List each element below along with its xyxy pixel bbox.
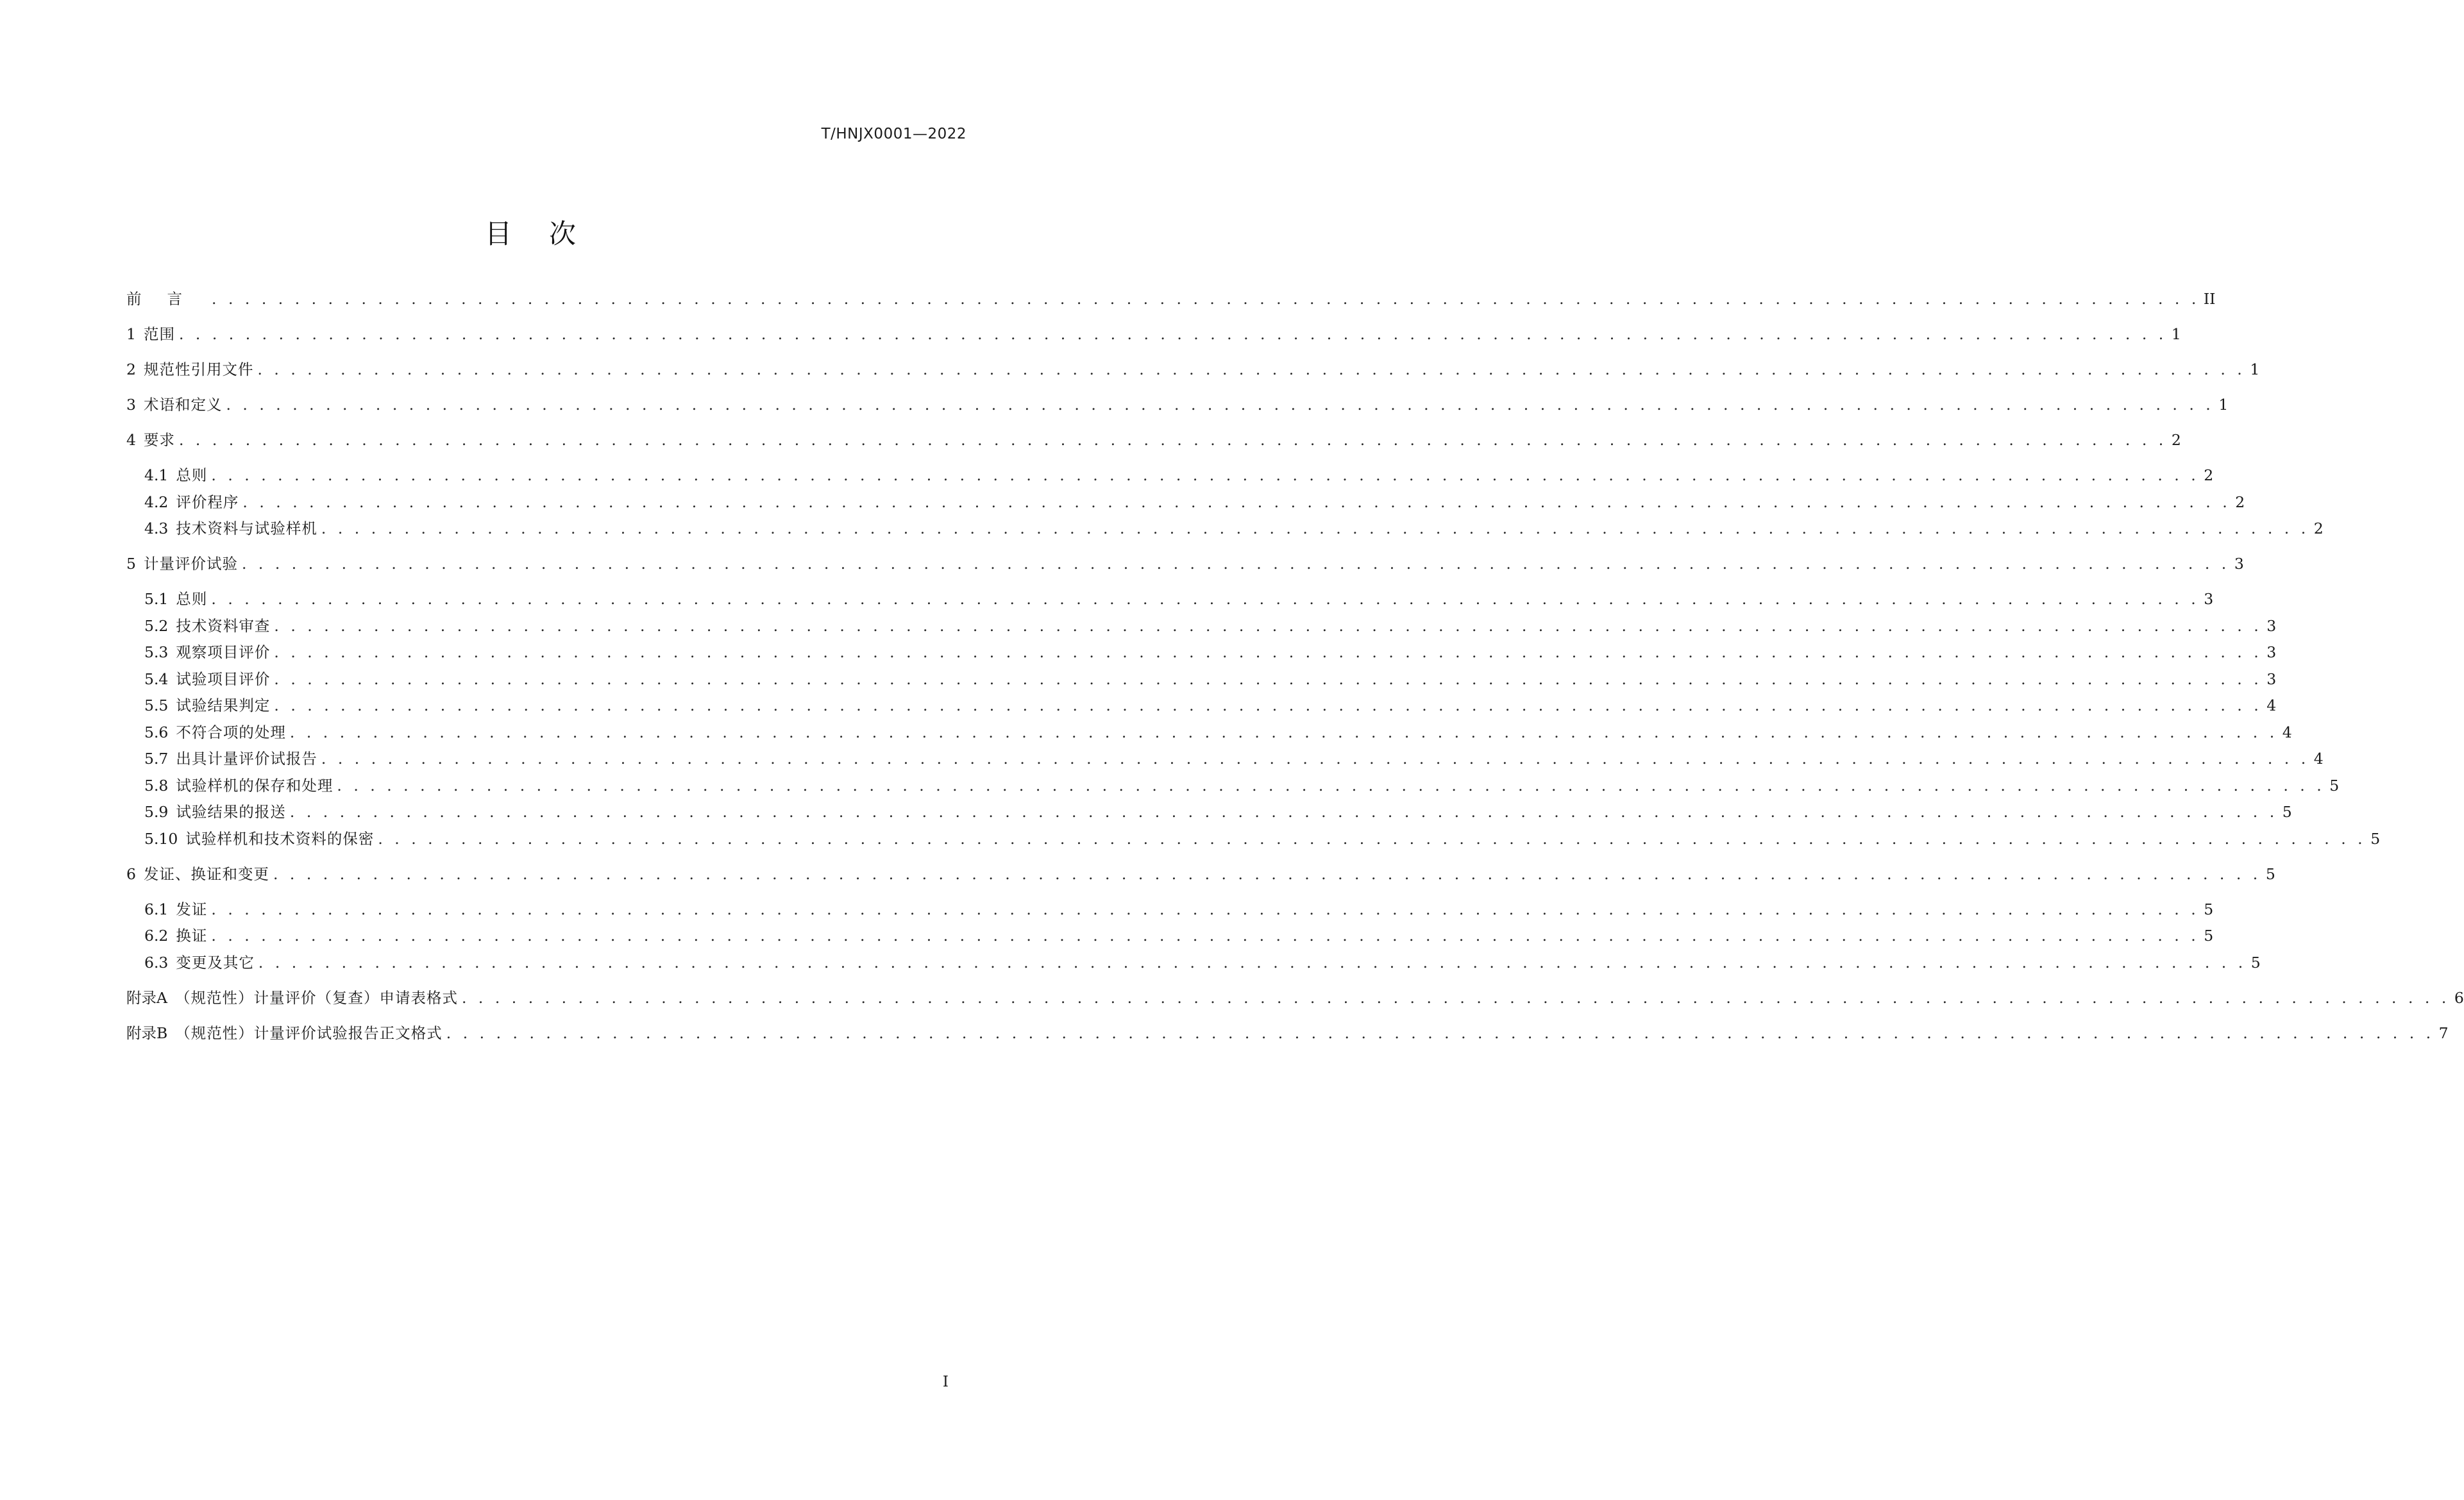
document-code: T/HNJX0001—2022 — [821, 126, 966, 142]
toc-entry-label: 试验项目评价 — [176, 670, 271, 688]
toc-entry-page: 2 — [2171, 431, 2181, 449]
toc-entry-page: 4 — [2282, 723, 2292, 741]
toc-entry-label: （规范性）计量评价试验报告正文格式 — [175, 1024, 443, 1042]
toc-entry[interactable] — [126, 360, 2260, 398]
toc-entry[interactable] — [126, 829, 2381, 867]
toc-dot-leader: . . . . . . . . . . . . . . . . . . . . . . . . . . . . . . . . . . . . . . . . . . . . . . . . . . . . . . . . . . . . . . . . . . . . . . . . . . . . . . . . . . . . . . . . . . . . . . . . . . . . . . . . . . . . . . . . . . . . . . . . — [461, 988, 2450, 1007]
toc-entry-number: 5.8 — [144, 776, 169, 795]
toc-entry-label: 试验样机的保存和处理 — [176, 776, 333, 795]
toc-entry-page: 4 — [2266, 696, 2277, 714]
toc-dot-leader: . . . . . . . . . . . . . . . . . . . . . . . . . . . . . . . . . . . . . . . . . . . . . . . . . . . . . . . . . . . . . . . . . . . . . . . . . . . . . . . . . . . . . . . . . . . . . . . . . . . . . . . . . . . . . . . . . . . . . . . . — [212, 290, 2200, 308]
toc-entry[interactable] — [126, 776, 2340, 805]
toc-entry[interactable] — [126, 519, 2324, 557]
toc-entry-number: 6.1 — [144, 900, 169, 918]
toc-entry-page: II — [2203, 290, 2216, 308]
toc-entry-page: 1 — [2218, 396, 2229, 414]
toc-entry[interactable] — [126, 900, 2214, 929]
toc-entry-label: 变更及其它 — [176, 953, 255, 972]
toc-entry-label: 发证 — [176, 900, 208, 918]
toc-entry-label: （规范性）计量评价（复查）申请表格式 — [174, 988, 458, 1007]
toc-entry-number: 5.4 — [144, 670, 169, 688]
toc-entry[interactable] — [126, 396, 2229, 433]
toc-entry-label: 规范性引用文件 — [143, 360, 254, 378]
toc-entry-number: 5.7 — [144, 750, 169, 768]
toc-entry-label: 前言 — [126, 290, 208, 308]
toc-entry-page: 2 — [2235, 493, 2245, 511]
toc-entry[interactable] — [126, 696, 2277, 725]
toc-entry-page: 6 — [2454, 988, 2464, 1007]
toc-entry[interactable] — [126, 670, 2277, 699]
toc-dot-leader: . . . . . . . . . . . . . . . . . . . . . . . . . . . . . . . . . . . . . . . . . . . . . . . . . . . . . . . . . . . . . . . . . . . . . . . . . . . . . . . . . . . . . . . . . . . . . . . . . . . . . . . . . . . . . . . . . . . . . . . . — [242, 493, 2231, 511]
toc-entry-number: 5 — [126, 555, 136, 573]
toc-dot-leader: . . . . . . . . . . . . . . . . . . . . . . . . . . . . . . . . . . . . . . . . . . . . . . . . . . . . . . . . . . . . . . . . . . . . . . . . . . . . . . . . . . . . . . . . . . . . . . . . . . . . . . . . . . . . . . . . . . . . . . . . — [274, 670, 2263, 688]
toc-dot-leader: . . . . . . . . . . . . . . . . . . . . . . . . . . . . . . . . . . . . . . . . . . . . . . . . . . . . . . . . . . . . . . . . . . . . . . . . . . . . . . . . . . . . . . . . . . . . . . . . . . . . . . . . . . . . . . . . . . . . . . . . — [258, 953, 2247, 972]
toc-entry-page: 5 — [2250, 953, 2261, 972]
toc-dot-leader: . . . . . . . . . . . . . . . . . . . . . . . . . . . . . . . . . . . . . . . . . . . . . . . . . . . . . . . . . . . . . . . . . . . . . . . . . . . . . . . . . . . . . . . . . . . . . . . . . . . . . . . . . . . . . . . . . . . . . . . . — [274, 696, 2263, 714]
toc-entry[interactable] — [126, 555, 2244, 592]
toc-dot-leader: . . . . . . . . . . . . . . . . . . . . . . . . . . . . . . . . . . . . . . . . . . . . . . . . . . . . . . . . . . . . . . . . . . . . . . . . . . . . . . . . . . . . . . . . . . . . . . . . . . . . . . . . . . . . . . . . . . . . . . . . — [178, 431, 2167, 449]
toc-entry-number: 5.10 — [144, 829, 178, 848]
toc-entry[interactable] — [126, 953, 2261, 991]
toc-entry[interactable] — [126, 325, 2181, 362]
table-of-contents — [126, 290, 2464, 1061]
toc-entry-label: 出具计量评价试报告 — [176, 750, 317, 768]
toc-dot-leader: . . . . . . . . . . . . . . . . . . . . . . . . . . . . . . . . . . . . . . . . . . . . . . . . . . . . . . . . . . . . . . . . . . . . . . . . . . . . . . . . . . . . . . . . . . . . . . . . . . . . . . . . . . . . . . . . . . . . . . . . — [274, 616, 2263, 635]
toc-entry-number: 5.2 — [144, 616, 169, 635]
toc-entry[interactable] — [126, 750, 2324, 779]
toc-entry-label: 技术资料与试验样机 — [176, 519, 317, 537]
toc-dot-leader: . . . . . . . . . . . . . . . . . . . . . . . . . . . . . . . . . . . . . . . . . . . . . . . . . . . . . . . . . . . . . . . . . . . . . . . . . . . . . . . . . . . . . . . . . . . . . . . . . . . . . . . . . . . . . . . . . . . . . . . . — [178, 325, 2167, 343]
toc-entry[interactable] — [126, 1024, 2449, 1061]
toc-entry-page: 5 — [2329, 776, 2340, 795]
toc-entry-page: 2 — [2204, 466, 2214, 484]
toc-entry[interactable] — [126, 616, 2277, 646]
toc-entry[interactable] — [126, 590, 2214, 619]
toc-entry-page: 4 — [2313, 750, 2324, 768]
toc-dot-leader: . . . . . . . . . . . . . . . . . . . . . . . . . . . . . . . . . . . . . . . . . . . . . . . . . . . . . . . . . . . . . . . . . . . . . . . . . . . . . . . . . . . . . . . . . . . . . . . . . . . . . . . . . . . . . . . . . . . . . . . . — [211, 927, 2200, 945]
toc-dot-leader: . . . . . . . . . . . . . . . . . . . . . . . . . . . . . . . . . . . . . . . . . . . . . . . . . . . . . . . . . . . . . . . . . . . . . . . . . . . . . . . . . . . . . . . . . . . . . . . . . . . . . . . . . . . . . . . . . . . . . . . . — [289, 723, 2278, 741]
toc-entry-number: 5.5 — [144, 696, 169, 714]
toc-dot-leader: . . . . . . . . . . . . . . . . . . . . . . . . . . . . . . . . . . . . . . . . . . . . . . . . . . . . . . . . . . . . . . . . . . . . . . . . . . . . . . . . . . . . . . . . . . . . . . . . . . . . . . . . . . . . . . . . . . . . . . . . — [289, 803, 2278, 821]
toc-entry-page: 7 — [2438, 1024, 2449, 1042]
toc-entry-number: 1 — [126, 325, 136, 343]
toc-entry-page: 5 — [2204, 927, 2214, 945]
toc-entry[interactable] — [126, 864, 2275, 902]
toc-entry-label: 发证、换证和变更 — [143, 864, 269, 883]
toc-entry[interactable] — [126, 723, 2292, 752]
toc-entry-page: 1 — [2171, 325, 2181, 343]
toc-dot-leader: . . . . . . . . . . . . . . . . . . . . . . . . . . . . . . . . . . . . . . . . . . . . . . . . . . . . . . . . . . . . . . . . . . . . . . . . . . . . . . . . . . . . . . . . . . . . . . . . . . . . . . . . . . . . . . . . . . . . . . . . — [378, 829, 2367, 848]
toc-entry-label: 术语和定义 — [143, 396, 223, 414]
toc-entry-number: 4.1 — [144, 466, 169, 484]
toc-entry-number: 3 — [126, 396, 136, 414]
toc-entry-page: 5 — [2282, 803, 2292, 821]
toc-entry[interactable] — [126, 431, 2181, 468]
toc-entry-number: 5.1 — [144, 590, 169, 608]
toc-dot-leader: . . . . . . . . . . . . . . . . . . . . . . . . . . . . . . . . . . . . . . . . . . . . . . . . . . . . . . . . . . . . . . . . . . . . . . . . . . . . . . . . . . . . . . . . . . . . . . . . . . . . . . . . . . . . . . . . . . . . . . . . — [211, 466, 2200, 484]
toc-dot-leader: . . . . . . . . . . . . . . . . . . . . . . . . . . . . . . . . . . . . . . . . . . . . . . . . . . . . . . . . . . . . . . . . . . . . . . . . . . . . . . . . . . . . . . . . . . . . . . . . . . . . . . . . . . . . . . . . . . . . . . . . — [446, 1024, 2434, 1042]
toc-entry-number: 5.6 — [144, 723, 169, 741]
page-title: 目次 — [484, 218, 613, 249]
toc-dot-leader: . . . . . . . . . . . . . . . . . . . . . . . . . . . . . . . . . . . . . . . . . . . . . . . . . . . . . . . . . . . . . . . . . . . . . . . . . . . . . . . . . . . . . . . . . . . . . . . . . . . . . . . . . . . . . . . . . . . . . . . . — [321, 519, 2309, 537]
toc-entry-number: 附录B — [126, 1024, 168, 1042]
toc-entry-label: 总则 — [176, 466, 208, 484]
toc-dot-leader: . . . . . . . . . . . . . . . . . . . . . . . . . . . . . . . . . . . . . . . . . . . . . . . . . . . . . . . . . . . . . . . . . . . . . . . . . . . . . . . . . . . . . . . . . . . . . . . . . . . . . . . . . . . . . . . . . . . . . . . . — [321, 750, 2309, 768]
toc-entry-number: 4.2 — [144, 493, 169, 511]
toc-entry-label: 评价程序 — [176, 493, 239, 511]
toc-entry-page: 3 — [2204, 590, 2214, 608]
toc-entry-page: 2 — [2313, 519, 2324, 537]
toc-entry[interactable] — [126, 643, 2277, 672]
toc-dot-leader: . . . . . . . . . . . . . . . . . . . . . . . . . . . . . . . . . . . . . . . . . . . . . . . . . . . . . . . . . . . . . . . . . . . . . . . . . . . . . . . . . . . . . . . . . . . . . . . . . . . . . . . . . . . . . . . . . . . . . . . . — [273, 864, 2261, 883]
toc-entry-page: 5 — [2204, 900, 2214, 918]
toc-entry[interactable] — [126, 466, 2214, 495]
toc-dot-leader: . . . . . . . . . . . . . . . . . . . . . . . . . . . . . . . . . . . . . . . . . . . . . . . . . . . . . . . . . . . . . . . . . . . . . . . . . . . . . . . . . . . . . . . . . . . . . . . . . . . . . . . . . . . . . . . . . . . . . . . . — [226, 396, 2215, 414]
toc-entry-number: 2 — [126, 360, 136, 378]
toc-entry-page: 1 — [2250, 360, 2260, 378]
page-number: I — [942, 1374, 949, 1390]
toc-entry[interactable] — [126, 927, 2214, 956]
toc-entry-number: 4.3 — [144, 519, 169, 537]
toc-entry-number: 6.2 — [144, 927, 169, 945]
toc-entry-number: 5.9 — [144, 803, 169, 821]
toc-entry-number: 附录A — [126, 988, 167, 1007]
toc-dot-leader: . . . . . . . . . . . . . . . . . . . . . . . . . . . . . . . . . . . . . . . . . . . . . . . . . . . . . . . . . . . . . . . . . . . . . . . . . . . . . . . . . . . . . . . . . . . . . . . . . . . . . . . . . . . . . . . . . . . . . . . . — [241, 555, 2230, 573]
toc-dot-leader: . . . . . . . . . . . . . . . . . . . . . . . . . . . . . . . . . . . . . . . . . . . . . . . . . . . . . . . . . . . . . . . . . . . . . . . . . . . . . . . . . . . . . . . . . . . . . . . . . . . . . . . . . . . . . . . . . . . . . . . . — [337, 776, 2325, 795]
toc-dot-leader: . . . . . . . . . . . . . . . . . . . . . . . . . . . . . . . . . . . . . . . . . . . . . . . . . . . . . . . . . . . . . . . . . . . . . . . . . . . . . . . . . . . . . . . . . . . . . . . . . . . . . . . . . . . . . . . . . . . . . . . . — [211, 900, 2200, 918]
toc-entry-number: 6 — [126, 864, 136, 883]
toc-entry-page: 5 — [2265, 864, 2275, 883]
toc-entry-page: 3 — [2266, 670, 2277, 688]
toc-entry-label: 试验结果判定 — [176, 696, 271, 714]
toc-entry-label: 观察项目评价 — [176, 643, 271, 661]
toc-entry-number: 5.3 — [144, 643, 169, 661]
toc-entry-label: 不符合项的处理 — [176, 723, 286, 741]
toc-entry-page: 5 — [2370, 829, 2381, 848]
toc-entry-page: 3 — [2266, 616, 2277, 635]
toc-entry-page: 3 — [2266, 643, 2277, 661]
toc-entry-label: 试验结果的报送 — [176, 803, 286, 821]
toc-dot-leader: . . . . . . . . . . . . . . . . . . . . . . . . . . . . . . . . . . . . . . . . . . . . . . . . . . . . . . . . . . . . . . . . . . . . . . . . . . . . . . . . . . . . . . . . . . . . . . . . . . . . . . . . . . . . . . . . . . . . . . . . — [257, 360, 2246, 378]
toc-entry[interactable] — [126, 493, 2245, 522]
toc-entry-label: 换证 — [176, 927, 208, 945]
toc-dot-leader: . . . . . . . . . . . . . . . . . . . . . . . . . . . . . . . . . . . . . . . . . . . . . . . . . . . . . . . . . . . . . . . . . . . . . . . . . . . . . . . . . . . . . . . . . . . . . . . . . . . . . . . . . . . . . . . . . . . . . . . . — [211, 590, 2200, 608]
toc-entry-label: 范围 — [143, 325, 175, 343]
toc-entry-label: 总则 — [176, 590, 208, 608]
toc-entry-label: 要求 — [143, 431, 175, 449]
toc-dot-leader: . . . . . . . . . . . . . . . . . . . . . . . . . . . . . . . . . . . . . . . . . . . . . . . . . . . . . . . . . . . . . . . . . . . . . . . . . . . . . . . . . . . . . . . . . . . . . . . . . . . . . . . . . . . . . . . . . . . . . . . . — [274, 643, 2263, 661]
toc-entry-label: 技术资料审查 — [176, 616, 271, 635]
toc-entry-label: 试验样机和技术资料的保密 — [185, 829, 375, 848]
toc-entry[interactable] — [126, 290, 2216, 327]
toc-entry[interactable] — [126, 988, 2464, 1026]
toc-entry-label: 计量评价试验 — [143, 555, 238, 573]
toc-entry[interactable] — [126, 803, 2292, 832]
toc-entry-number: 6.3 — [144, 953, 169, 972]
toc-entry-page: 3 — [2234, 555, 2244, 573]
toc-entry-number: 4 — [126, 431, 136, 449]
